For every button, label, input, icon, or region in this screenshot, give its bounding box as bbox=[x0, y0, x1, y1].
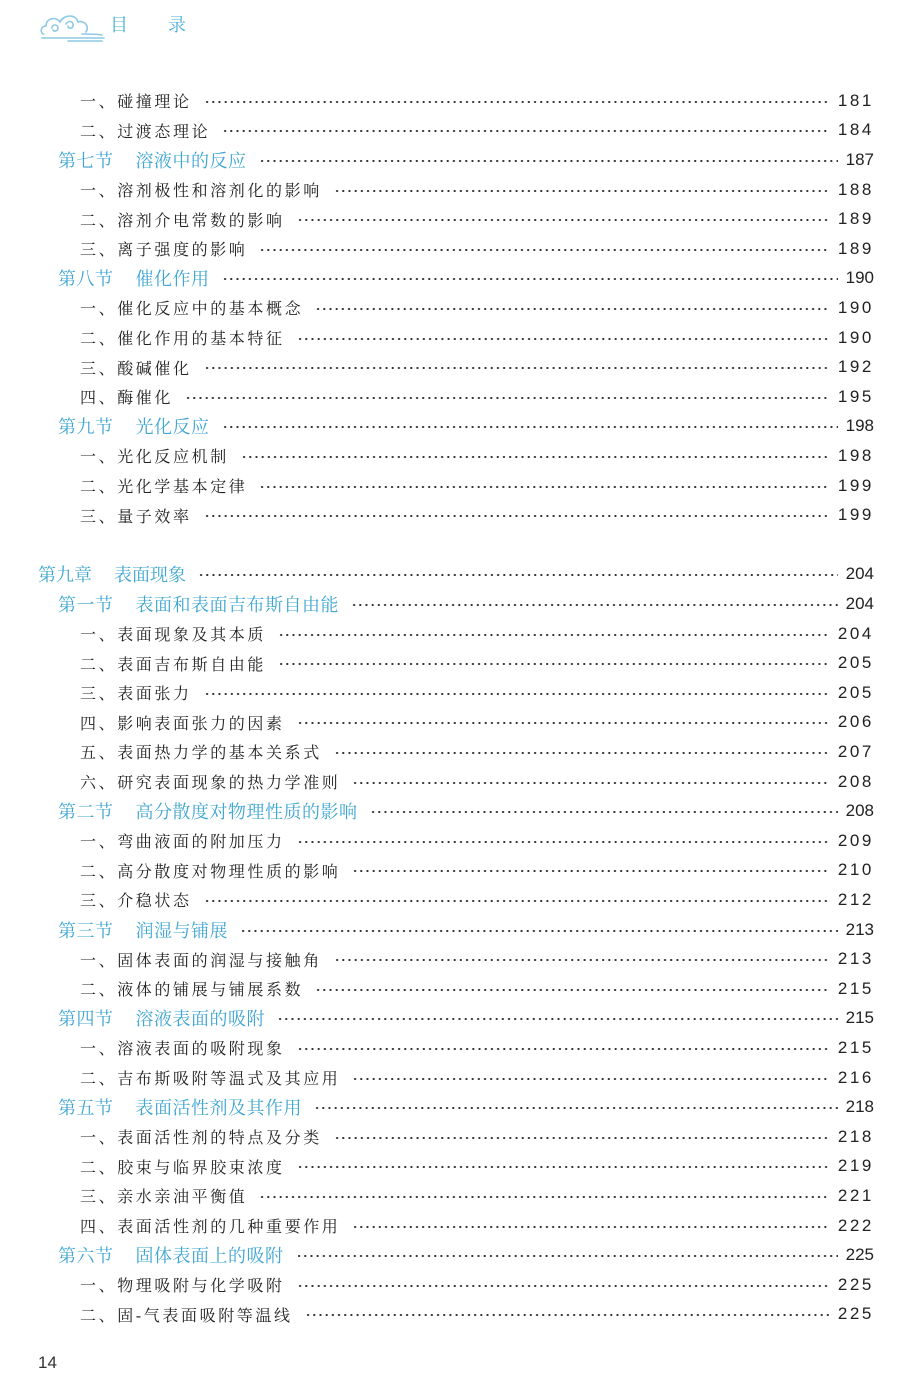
toc-dot-leader bbox=[314, 1107, 838, 1109]
toc-entry-label: 第三节 bbox=[58, 920, 114, 942]
toc-entry[interactable] bbox=[80, 204, 874, 234]
toc-entry-page: 198 bbox=[837, 445, 874, 465]
toc-entry[interactable] bbox=[58, 1240, 874, 1270]
toc-entry-text: 六、研究表面现象的热力学准则 bbox=[80, 773, 341, 793]
toc-entry-text: 一、表面现象及其本质 bbox=[80, 625, 267, 645]
toc-entry-page: 213 bbox=[837, 949, 874, 969]
toc-entry-title bbox=[58, 147, 247, 173]
toc-entry[interactable] bbox=[80, 1270, 874, 1300]
toc-dot-leader bbox=[305, 1314, 830, 1316]
toc-entry[interactable] bbox=[80, 1033, 874, 1063]
toc-dot-leader bbox=[297, 1048, 830, 1050]
toc-entry-text: 催化作用 bbox=[135, 269, 210, 291]
toc-dot-leader bbox=[259, 249, 829, 251]
toc-entry-page: 190 bbox=[845, 268, 874, 288]
toc-entry-label: 第九章 bbox=[38, 565, 92, 587]
toc-entry[interactable] bbox=[38, 560, 874, 590]
toc-dot-leader bbox=[351, 604, 838, 606]
toc-entry-text: 表面活性剂及其作用 bbox=[135, 1098, 302, 1120]
toc-entry-page: 215 bbox=[837, 1037, 874, 1057]
toc-entry-title bbox=[80, 1155, 285, 1178]
toc-entry-title bbox=[58, 1005, 265, 1031]
toc-entry-title bbox=[80, 444, 229, 467]
toc-entry-title bbox=[80, 681, 192, 704]
toc-entry[interactable] bbox=[58, 412, 874, 442]
toc-entry-text: 一、催化反应中的基本概念 bbox=[80, 299, 304, 319]
toc-entry-text: 溶液中的反应 bbox=[135, 150, 247, 172]
toc-dot-leader bbox=[334, 959, 830, 961]
toc-dot-leader bbox=[297, 841, 830, 843]
toc-entry-text: 表面现象 bbox=[114, 565, 186, 587]
toc-entry-page: 225 bbox=[845, 1245, 874, 1265]
toc-entry-page: 225 bbox=[837, 1274, 874, 1294]
toc-entry-page: 225 bbox=[837, 1304, 874, 1324]
toc-dot-leader bbox=[278, 663, 830, 665]
toc-dot-leader bbox=[204, 900, 830, 902]
toc-entry-title bbox=[80, 948, 322, 971]
toc-entry-title bbox=[80, 504, 192, 527]
toc-entry-title bbox=[80, 1303, 293, 1326]
toc-entry-title bbox=[80, 474, 247, 497]
toc-entry[interactable] bbox=[80, 885, 874, 915]
toc-entry[interactable] bbox=[58, 145, 874, 175]
toc-entry-page: 219 bbox=[837, 1156, 874, 1176]
toc-entry[interactable] bbox=[58, 1004, 874, 1034]
toc-entry[interactable] bbox=[80, 293, 874, 323]
toc-entry-label: 第四节 bbox=[58, 1009, 114, 1031]
toc-entry-title bbox=[58, 798, 358, 824]
toc-entry-text: 二、催化作用的基本特征 bbox=[80, 329, 285, 349]
header-title-char-2: 录 bbox=[168, 15, 188, 36]
toc-entry-title bbox=[80, 178, 322, 201]
toc-entry-title bbox=[80, 119, 210, 142]
toc-entry-text: 四、影响表面张力的因素 bbox=[80, 713, 285, 733]
toc-entry[interactable] bbox=[80, 116, 874, 146]
toc-entry[interactable] bbox=[80, 1211, 874, 1241]
toc-dot-leader bbox=[204, 693, 830, 695]
toc-entry-page: 189 bbox=[837, 238, 874, 258]
page-header bbox=[38, 4, 188, 44]
toc-dot-leader bbox=[352, 1078, 829, 1080]
toc-entry-text: 二、吉布斯吸附等温式及其应用 bbox=[80, 1069, 341, 1089]
toc-entry[interactable] bbox=[80, 678, 874, 708]
toc-dot-leader bbox=[222, 130, 830, 132]
toc-dot-leader bbox=[352, 870, 829, 872]
page-header-title bbox=[110, 11, 188, 37]
toc-entry-text: 一、溶剂极性和溶剂化的影响 bbox=[80, 181, 322, 201]
toc-entry-text: 三、酸碱催化 bbox=[80, 358, 192, 378]
toc-entry[interactable] bbox=[58, 589, 874, 619]
toc-entry-text: 三、亲水亲油平衡值 bbox=[80, 1187, 248, 1207]
toc-entry-text: 固体表面上的吸附 bbox=[135, 1246, 284, 1268]
toc-entry-page: 205 bbox=[837, 653, 874, 673]
toc-entry[interactable] bbox=[80, 826, 874, 856]
toc-entry[interactable] bbox=[80, 471, 874, 501]
toc-entry-title bbox=[58, 413, 210, 439]
toc-entry-text: 二、表面吉布斯自由能 bbox=[80, 654, 267, 674]
toc-entry-page: 205 bbox=[837, 682, 874, 702]
toc-entry-page: 187 bbox=[845, 149, 874, 169]
toc-entry-title bbox=[80, 859, 340, 882]
toc-entry-page: 190 bbox=[837, 327, 874, 347]
toc-entry-page: 222 bbox=[837, 1215, 874, 1235]
toc-dot-leader bbox=[185, 397, 830, 399]
toc-dot-leader bbox=[315, 308, 830, 310]
toc-entry-text: 二、溶剂介电常数的影响 bbox=[80, 210, 285, 230]
toc-dot-leader bbox=[297, 722, 830, 724]
toc-dot-leader bbox=[352, 1226, 829, 1228]
toc-dot-leader bbox=[259, 1196, 829, 1198]
toc-entry-text: 一、溶液表面的吸附现象 bbox=[80, 1039, 285, 1059]
toc-entry[interactable] bbox=[80, 856, 874, 886]
toc-dot-leader bbox=[198, 574, 838, 576]
toc-entry-text: 表面和表面吉布斯自由能 bbox=[135, 594, 339, 616]
toc-entry-text: 一、碰撞理论 bbox=[80, 92, 192, 112]
toc-entry-page: 181 bbox=[837, 90, 874, 110]
toc-entry-text: 四、酶催化 bbox=[80, 388, 174, 408]
toc-entry-label: 第二节 bbox=[58, 802, 114, 824]
header-title-char-1: 目 bbox=[110, 15, 130, 36]
toc-entry-page: 210 bbox=[837, 860, 874, 880]
toc-entry-label: 第八节 bbox=[58, 269, 114, 291]
toc-entry-text: 三、表面张力 bbox=[80, 684, 192, 704]
toc-entry[interactable] bbox=[80, 323, 874, 353]
toc-entry-label: 第一节 bbox=[58, 594, 114, 616]
toc-entry[interactable] bbox=[80, 1300, 874, 1330]
toc-dot-leader bbox=[241, 456, 830, 458]
toc-entry-page: 216 bbox=[837, 1067, 874, 1087]
toc-entry[interactable] bbox=[80, 648, 874, 678]
cloud-ornament-icon bbox=[38, 4, 108, 44]
toc-entry-text: 二、胶束与临界胶束浓度 bbox=[80, 1157, 285, 1177]
toc-entry-title bbox=[80, 1273, 285, 1296]
toc-entry[interactable] bbox=[80, 619, 874, 649]
toc-entry-title bbox=[58, 591, 339, 617]
toc-entry-title bbox=[80, 740, 322, 763]
toc-entry-text: 光化反应 bbox=[135, 417, 210, 439]
toc-entry-title bbox=[80, 385, 173, 408]
toc-entry-title bbox=[80, 829, 285, 852]
toc-entry-title bbox=[80, 237, 247, 260]
toc-entry[interactable] bbox=[80, 86, 874, 116]
toc-entry[interactable] bbox=[80, 974, 874, 1004]
toc-entry-label: 第五节 bbox=[58, 1098, 114, 1120]
toc-entry-page: 206 bbox=[837, 712, 874, 732]
toc-entry-page: 190 bbox=[837, 297, 874, 317]
toc-entry-page: 204 bbox=[845, 593, 874, 613]
toc-dot-leader bbox=[204, 515, 830, 517]
toc-entry-page: 189 bbox=[837, 209, 874, 229]
toc-entry[interactable] bbox=[58, 915, 874, 945]
toc-entry-page: 208 bbox=[837, 771, 874, 791]
toc-entry-page: 198 bbox=[845, 416, 874, 436]
toc-dot-leader bbox=[240, 930, 838, 932]
toc-entry-page: 204 bbox=[845, 564, 874, 584]
toc-entry-page: 195 bbox=[837, 386, 874, 406]
toc-entry-page: 199 bbox=[837, 475, 874, 495]
toc-entry-page: 213 bbox=[845, 919, 874, 939]
toc-entry-page: 218 bbox=[845, 1097, 874, 1117]
toc-dot-leader bbox=[296, 1255, 838, 1257]
toc-entry-title bbox=[38, 561, 186, 587]
toc-entry-page: 212 bbox=[837, 889, 874, 909]
toc-dot-leader bbox=[222, 278, 838, 280]
toc-entry-text: 二、高分散度对物理性质的影响 bbox=[80, 861, 341, 881]
toc-entry[interactable] bbox=[80, 944, 874, 974]
toc-entry-title bbox=[58, 1242, 284, 1268]
toc-entry-page: 215 bbox=[845, 1008, 874, 1028]
toc-dot-leader bbox=[297, 219, 830, 221]
toc-entry-title bbox=[80, 1184, 247, 1207]
toc-dot-leader bbox=[297, 1166, 830, 1168]
toc-dot-leader bbox=[370, 811, 838, 813]
toc-entry-text: 一、固体表面的润湿与接触角 bbox=[80, 950, 322, 970]
toc-entry-title bbox=[80, 711, 285, 734]
toc-entry-text: 五、表面热力学的基本关系式 bbox=[80, 743, 322, 763]
toc-entry-title bbox=[80, 1036, 285, 1059]
toc-entry[interactable] bbox=[58, 1092, 874, 1122]
toc-entry-text: 润湿与铺展 bbox=[135, 920, 228, 942]
toc-entry-title bbox=[80, 977, 303, 1000]
toc-dot-leader bbox=[334, 190, 830, 192]
toc-entry-text: 四、表面活性剂的几种重要作用 bbox=[80, 1217, 341, 1237]
toc-entry-page: 188 bbox=[837, 179, 874, 199]
toc-entry-title bbox=[80, 89, 192, 112]
toc-entry-page: 221 bbox=[837, 1185, 874, 1205]
toc-dot-leader bbox=[315, 989, 830, 991]
toc-entry[interactable] bbox=[80, 708, 874, 738]
toc-entry-page: 209 bbox=[837, 830, 874, 850]
toc-entry-text: 一、物理吸附与化学吸附 bbox=[80, 1276, 285, 1296]
toc-entry-page: 215 bbox=[837, 978, 874, 998]
toc-entry-title bbox=[80, 1214, 340, 1237]
toc-entry-text: 一、弯曲液面的附加压力 bbox=[80, 832, 285, 852]
toc-dot-leader bbox=[297, 1285, 830, 1287]
toc-entry-text: 一、光化反应机制 bbox=[80, 447, 229, 467]
toc-dot-leader bbox=[222, 426, 838, 428]
toc-entry-text: 二、过渡态理论 bbox=[80, 121, 211, 141]
toc-entry-text: 二、液体的铺展与铺展系数 bbox=[80, 980, 304, 1000]
toc-entry[interactable] bbox=[80, 767, 874, 797]
toc-entry-text: 高分散度对物理性质的影响 bbox=[135, 802, 358, 824]
page-number: 14 bbox=[38, 1353, 57, 1372]
toc-entry-text: 三、介稳状态 bbox=[80, 891, 192, 911]
toc-dot-leader bbox=[297, 338, 830, 340]
toc-entry-title bbox=[80, 326, 285, 349]
toc-entry-title bbox=[58, 917, 228, 943]
toc-dot-leader bbox=[259, 160, 838, 162]
toc-entry-title bbox=[80, 1125, 322, 1148]
toc-entry-page: 204 bbox=[837, 623, 874, 643]
toc-dot-leader bbox=[352, 782, 829, 784]
toc-entry[interactable] bbox=[80, 1152, 874, 1182]
toc-entry[interactable] bbox=[80, 1063, 874, 1093]
toc-dot-leader bbox=[204, 101, 830, 103]
toc-entry-title bbox=[80, 1066, 340, 1089]
toc-entry-text: 二、光化学基本定律 bbox=[80, 477, 248, 497]
toc-entry[interactable] bbox=[80, 175, 874, 205]
toc-entry[interactable] bbox=[58, 796, 874, 826]
toc-entry-page: 199 bbox=[837, 505, 874, 525]
toc-entry-title bbox=[58, 1094, 302, 1120]
toc-entry-label: 第七节 bbox=[58, 150, 114, 172]
toc-entry-page: 184 bbox=[837, 120, 874, 140]
toc-entry[interactable] bbox=[80, 1122, 874, 1152]
toc-entry-page: 218 bbox=[837, 1126, 874, 1146]
toc-entry-text: 三、量子效率 bbox=[80, 506, 192, 526]
toc-entry-text: 溶液表面的吸附 bbox=[135, 1009, 265, 1031]
toc-entry-title bbox=[80, 208, 285, 231]
toc-entry-text: 一、表面活性剂的特点及分类 bbox=[80, 1128, 322, 1148]
toc-entry-title bbox=[80, 296, 303, 319]
toc-entry-page: 207 bbox=[837, 741, 874, 761]
toc-dot-leader bbox=[278, 634, 830, 636]
toc-dot-leader bbox=[259, 486, 829, 488]
toc-entry-label: 第九节 bbox=[58, 417, 114, 439]
toc-entry[interactable] bbox=[80, 441, 874, 471]
toc-entry-label: 第六节 bbox=[58, 1246, 114, 1268]
toc-dot-leader bbox=[204, 367, 830, 369]
toc-entry[interactable] bbox=[80, 234, 874, 264]
toc-entry[interactable] bbox=[80, 1181, 874, 1211]
toc-entry-page: 192 bbox=[837, 357, 874, 377]
toc-entry[interactable] bbox=[80, 352, 874, 382]
toc-entry-title bbox=[58, 265, 210, 291]
toc-entry-title bbox=[80, 888, 192, 911]
toc-entry-text: 二、固-气表面吸附等温线 bbox=[80, 1305, 293, 1325]
toc-entry-title bbox=[80, 652, 266, 675]
toc-entry[interactable] bbox=[80, 500, 874, 530]
toc-entry-title bbox=[80, 356, 192, 379]
toc-entry[interactable] bbox=[80, 382, 874, 412]
toc-entry-page: 208 bbox=[845, 801, 874, 821]
toc-dot-leader bbox=[334, 1137, 830, 1139]
toc-entry[interactable] bbox=[80, 737, 874, 767]
toc-entry[interactable] bbox=[58, 264, 874, 294]
toc-entry-text: 三、离子强度的影响 bbox=[80, 240, 248, 260]
toc-entry-title bbox=[80, 770, 340, 793]
toc-dot-leader bbox=[334, 752, 830, 754]
toc-dot-leader bbox=[277, 1018, 838, 1020]
toc-entry-title bbox=[80, 622, 266, 645]
